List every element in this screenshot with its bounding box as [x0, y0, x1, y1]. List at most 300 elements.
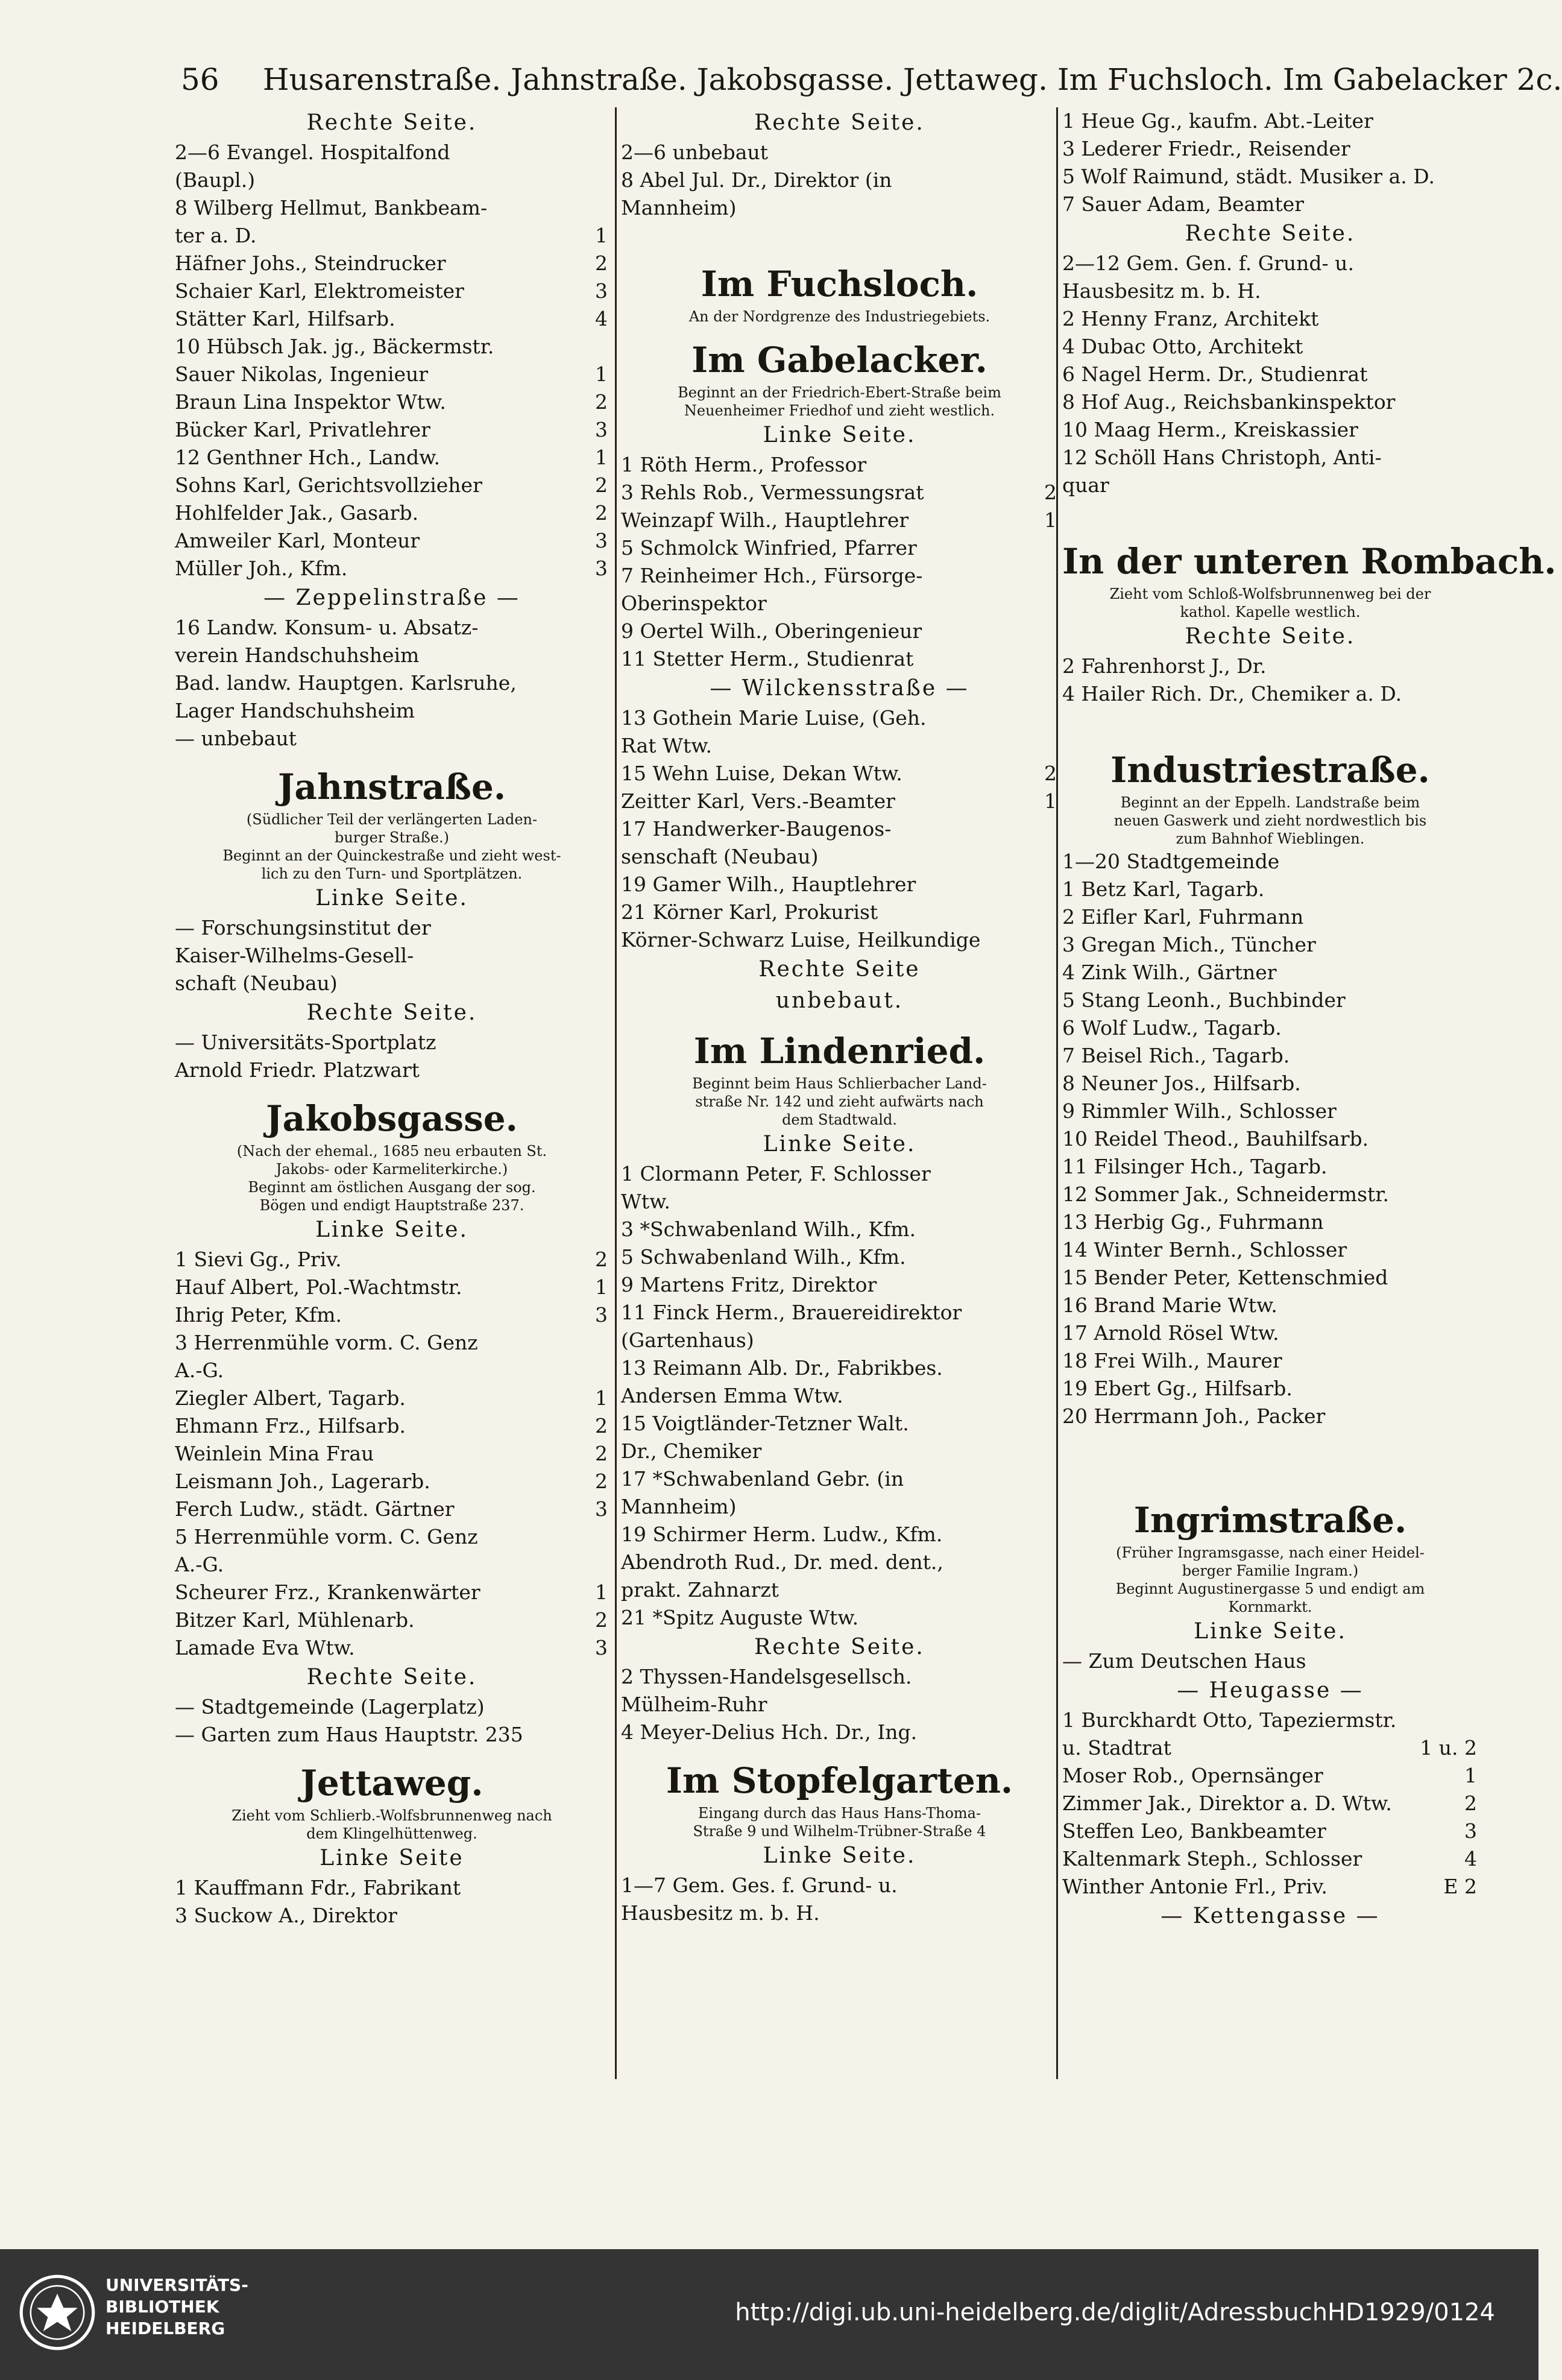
resident-entry — [1062, 1706, 1478, 1734]
entry-text: A.-G. — [175, 1553, 224, 1576]
resident-entry — [175, 444, 609, 472]
resident-entry — [1062, 1264, 1478, 1292]
entry-text: 3 Lederer Friedr., Reisender — [1062, 137, 1350, 160]
entry-text: Moser Rob., Opernsänger — [1062, 1764, 1323, 1787]
resident-entry — [175, 361, 609, 388]
resident-entry — [1062, 361, 1478, 388]
resident-entry — [1062, 1873, 1478, 1901]
resident-entry — [1062, 1097, 1478, 1125]
resident-entry — [1062, 959, 1478, 986]
street-heading: Jettaweg. — [300, 1763, 483, 1804]
resident-entry — [175, 614, 609, 642]
resident-entry — [621, 1691, 1058, 1719]
resident-entry — [1062, 1236, 1478, 1264]
street-note: Kornmarkt. — [1228, 1599, 1312, 1615]
entry-text: schaft (Neubau) — [175, 971, 338, 995]
footer-bar — [0, 2249, 1538, 2380]
street-note: (Früher Ingramsgasse, nach einer Heidel- — [1116, 1544, 1425, 1561]
floor-number: 1 — [595, 224, 608, 247]
entry-text: Bad. landw. Hauptgen. Karlsruhe, — [175, 671, 517, 695]
entry-text: 12 Sommer Jak., Schneidermstr. — [1062, 1182, 1389, 1206]
column-right — [1062, 107, 1557, 1932]
entry-text: (Baupl.) — [175, 168, 256, 192]
resident-entry — [175, 1329, 609, 1357]
entry-text: Amweiler Karl, Monteur — [175, 529, 420, 552]
resident-entry — [175, 1357, 609, 1384]
resident-entry — [621, 1493, 1058, 1521]
entry-text: 1 Röth Herm., Professor — [621, 453, 867, 476]
entry-text: 13 Reimann Alb. Dr., Fabrikbes. — [621, 1356, 943, 1380]
resident-entry — [175, 1246, 609, 1274]
spacer — [1062, 1458, 1478, 1486]
resident-entry — [1062, 931, 1478, 959]
resident-entry — [175, 1440, 609, 1468]
resident-entry — [621, 194, 1058, 222]
entry-text: — Zum Deutschen Haus — [1062, 1649, 1306, 1673]
street-heading: Im Fuchsloch. — [701, 264, 978, 305]
street-note: Eingang durch das Haus Hans-Thoma- — [698, 1805, 981, 1822]
university-seal-icon — [18, 2273, 96, 2352]
entry-text: Mannheim) — [621, 196, 737, 219]
resident-entry — [1062, 444, 1478, 472]
entry-text: 8 Neuner Jos., Hilfsarb. — [1062, 1072, 1301, 1095]
resident-entry — [1062, 191, 1478, 218]
side-label: Rechte Seite. — [1185, 221, 1356, 246]
entry-text: Abendroth Rud., Dr. med. dent., — [621, 1550, 943, 1574]
resident-entry — [621, 815, 1058, 843]
resident-entry — [175, 499, 609, 527]
entry-text: Hohlfelder Jak., Gasarb. — [175, 501, 419, 525]
street-note: neuen Gaswerk und zieht nordwestlich bis — [1113, 812, 1427, 829]
entry-text: Körner-Schwarz Luise, Heilkundige — [621, 928, 981, 952]
entry-text: 10 Reidel Theod., Bauhilfsarb. — [1062, 1127, 1369, 1151]
resident-entry — [621, 1465, 1058, 1493]
side-label: Rechte Seite. — [754, 110, 925, 135]
floor-number: 3 — [595, 279, 608, 303]
entry-text: Weinlein Mina Frau — [175, 1442, 374, 1465]
column-left — [175, 107, 609, 1930]
spacer — [1062, 499, 1478, 527]
entry-text: 5 Schwabenland Wilh., Kfm. — [621, 1245, 906, 1269]
library-name: UNIVERSITÄTS- BIBLIOTHEK HEIDELBERG — [105, 2275, 248, 2338]
side-label: Linke Seite. — [763, 1132, 916, 1157]
street-heading: In der unteren Rombach. — [1062, 541, 1557, 582]
resident-entry — [1062, 333, 1478, 361]
entry-text: Sauer Nikolas, Ingenieur — [175, 362, 429, 386]
side-label: Rechte Seite. — [1185, 624, 1356, 649]
floor-number: 2 — [595, 1414, 608, 1438]
street-note: (Südlicher Teil der verlängerten Laden- — [246, 811, 538, 828]
floor-number: 3 — [595, 1497, 608, 1521]
resident-entry — [175, 1384, 609, 1412]
street-note: (Nach der ehemal., 1685 neu erbauten St. — [236, 1143, 547, 1160]
resident-entry — [1062, 1319, 1478, 1347]
entry-text: 8 Abel Jul. Dr., Direktor (in — [621, 168, 892, 192]
floor-number: 2 — [1464, 1791, 1477, 1815]
resident-entry — [621, 562, 1058, 590]
entry-text: Dr., Chemiker — [621, 1439, 762, 1463]
entry-text: 5 Herrenmühle vorm. C. Genz — [175, 1525, 478, 1548]
entry-text: Kaiser-Wilhelms-Gesell- — [175, 944, 414, 967]
side-label: Rechte Seite. — [306, 1000, 477, 1025]
resident-entry — [621, 507, 1058, 534]
resident-entry — [175, 1301, 609, 1329]
entry-text: 12 Schöll Hans Christoph, Anti- — [1062, 446, 1382, 469]
floor-number: 1 u. 2 — [1420, 1736, 1477, 1760]
side-label: Linke Seite — [320, 1846, 464, 1870]
entry-text: Oberinspektor — [621, 592, 767, 615]
floor-number: E 2 — [1443, 1875, 1477, 1898]
side-label: — Zeppelinstraße — — [263, 586, 520, 610]
resident-entry — [621, 1243, 1058, 1271]
resident-entry — [175, 1274, 609, 1301]
resident-entry — [175, 1468, 609, 1495]
entry-text: 17 *Schwabenland Gebr. (in — [621, 1467, 904, 1491]
entry-text: 1—7 Gem. Ges. f. Grund- u. — [621, 1873, 898, 1897]
resident-entry — [1062, 1790, 1478, 1817]
resident-entry — [621, 139, 1058, 166]
entry-text: 21 *Spitz Auguste Wtw. — [621, 1606, 859, 1629]
entry-text: 11 Filsinger Hch., Tagarb. — [1062, 1155, 1327, 1178]
entry-text: u. Stadtrat — [1062, 1736, 1171, 1760]
spacer — [1062, 708, 1478, 736]
resident-entry — [621, 1382, 1058, 1410]
street-note: kathol. Kapelle westlich. — [1180, 604, 1361, 620]
entry-text: 2 Thyssen-Handelsgesellsch. — [621, 1665, 912, 1688]
resident-entry — [175, 472, 609, 499]
side-label: Linke Seite. — [1194, 1619, 1347, 1644]
side-label: — Kettengasse — — [1160, 1904, 1380, 1928]
entry-text: 20 Herrmann Joh., Packer — [1062, 1404, 1326, 1428]
resident-entry — [621, 1872, 1058, 1899]
resident-entry — [1062, 1845, 1478, 1873]
entry-text: 13 Herbig Gg., Fuhrmann — [1062, 1210, 1324, 1234]
floor-number: 3 — [595, 1636, 608, 1659]
floor-number: 1 — [1044, 508, 1057, 532]
entry-text: 10 Maag Herm., Kreiskassier — [1062, 418, 1358, 441]
floor-number: 3 — [595, 557, 608, 580]
resident-entry — [175, 333, 609, 361]
side-label: Rechte Seite. — [306, 1665, 477, 1690]
resident-entry — [1062, 135, 1478, 163]
entry-text: 11 Finck Herm., Brauereidirektor — [621, 1301, 962, 1324]
page-header — [181, 55, 1562, 104]
entry-text: — Stadtgemeinde (Lagerplatz) — [175, 1695, 485, 1719]
resident-entry — [621, 1160, 1058, 1188]
resident-entry — [175, 166, 609, 194]
entry-text: 1 Heue Gg., kaufm. Abt.-Leiter — [1062, 109, 1373, 133]
entry-text: 2 Fahrenhorst J., Dr. — [1062, 654, 1267, 678]
resident-entry — [175, 527, 609, 555]
entry-text: Hausbesitz m. b. H. — [1062, 279, 1261, 303]
resident-entry — [1062, 1014, 1478, 1042]
entry-text: 9 Rimmler Wilh., Schlosser — [1062, 1099, 1337, 1123]
entry-text: Kaltenmark Steph., Schlosser — [1062, 1847, 1362, 1870]
street-note: Jakobs- oder Karmeliterkirche.) — [276, 1161, 508, 1178]
floor-number: 1 — [595, 1580, 608, 1604]
resident-entry — [1062, 1375, 1478, 1403]
side-label: Rechte Seite. — [306, 110, 477, 135]
entry-text: Zeitter Karl, Vers.-Beamter — [621, 789, 895, 813]
floor-number: 2 — [595, 1608, 608, 1632]
floor-number: 2 — [595, 1248, 608, 1271]
entry-text: 17 Handwerker-Baugenos- — [621, 817, 892, 841]
resident-entry — [175, 914, 609, 942]
resident-entry — [621, 617, 1058, 645]
page-number: 56 — [181, 62, 219, 97]
resident-entry — [175, 139, 609, 166]
entry-text: 3 Suckow A., Direktor — [175, 1904, 397, 1927]
resident-entry — [175, 1606, 609, 1634]
resident-entry — [1062, 107, 1478, 135]
resident-entry — [1062, 1125, 1478, 1153]
entry-text: 5 Stang Leonh., Buchbinder — [1062, 988, 1346, 1012]
resident-entry — [1062, 1734, 1478, 1762]
resident-entry — [175, 250, 609, 277]
entry-text: (Gartenhaus) — [621, 1328, 754, 1352]
floor-number: 3 — [595, 529, 608, 552]
resident-entry — [175, 1579, 609, 1606]
resident-entry — [621, 1188, 1058, 1216]
street-note: An der Nordgrenze des Industriegebiets. — [688, 308, 990, 325]
entry-text: — Forschungsinstitut der — [175, 916, 431, 939]
entry-text: 1—20 Stadtgemeinde — [1062, 850, 1280, 873]
resident-entry — [1062, 277, 1478, 305]
resident-entry — [621, 1663, 1058, 1691]
entry-text: 1 Kauffmann Fdr., Fabrikant — [175, 1876, 461, 1899]
entry-text: 12 Genthner Hch., Landw. — [175, 446, 440, 469]
resident-entry — [175, 642, 609, 669]
resident-entry — [621, 1548, 1058, 1576]
resident-entry — [1062, 1762, 1478, 1790]
entry-text: Ferch Ludw., städt. Gärtner — [175, 1497, 455, 1521]
street-note: Beginnt am östlichen Ausgang der sog. — [248, 1179, 536, 1196]
street-note: berger Familie Ingram.) — [1182, 1562, 1359, 1579]
floor-number: 1 — [1044, 789, 1057, 813]
resident-entry — [621, 1719, 1058, 1746]
resident-entry — [175, 1902, 609, 1930]
entry-text: 8 Wilberg Hellmut, Bankbeam- — [175, 196, 488, 219]
entry-text: Winther Antonie Frl., Priv. — [1062, 1875, 1327, 1898]
entry-text: 1 Betz Karl, Tagarb. — [1062, 877, 1265, 901]
entry-text: Arnold Friedr. Platzwart — [175, 1058, 420, 1082]
resident-entry — [621, 451, 1058, 479]
floor-number: 2 — [595, 1469, 608, 1493]
entry-text: Scheurer Frz., Krankenwärter — [175, 1580, 480, 1604]
resident-entry — [621, 1327, 1058, 1354]
resident-entry — [621, 871, 1058, 898]
source-url-link[interactable]: http://digi.ub.uni-heidelberg.de/diglit/AdressbuchHD1929/0124 — [735, 2299, 1495, 2326]
resident-entry — [175, 1523, 609, 1551]
resident-entry — [175, 1693, 609, 1721]
resident-entry — [621, 1438, 1058, 1465]
floor-number: 1 — [595, 362, 608, 386]
page-title: Husarenstraße. Jahnstraße. Jakobsgasse. Jettaweg. Im Fuchsloch. Im Gabelacker 2c. — [262, 62, 1562, 97]
entry-text: 13 Gothein Marie Luise, (Geh. — [621, 706, 927, 730]
entry-text: prakt. Zahnarzt — [621, 1578, 779, 1602]
street-note: Neuenheimer Friedhof und zieht westlich. — [684, 402, 995, 419]
entry-text: 2—6 unbebaut — [621, 140, 768, 164]
entry-text: 4 Dubac Otto, Architekt — [1062, 335, 1303, 358]
entry-text: 4 Zink Wilh., Gärtner — [1062, 961, 1277, 984]
column-middle — [621, 107, 1058, 1927]
entry-text: A.-G. — [175, 1359, 224, 1382]
resident-entry — [621, 788, 1058, 815]
entry-text: Mannheim) — [621, 1495, 737, 1518]
entry-text: 14 Winter Bernh., Schlosser — [1062, 1238, 1347, 1261]
entry-text: 19 Ebert Gg., Hilfsarb. — [1062, 1377, 1293, 1400]
resident-entry — [621, 1271, 1058, 1299]
resident-entry — [1062, 416, 1478, 444]
entry-text: 8 Hof Aug., Reichsbankinspektor — [1062, 390, 1396, 414]
resident-entry — [175, 555, 609, 582]
resident-entry — [1062, 388, 1478, 416]
side-label: unbebaut. — [775, 988, 904, 1013]
resident-entry — [1062, 1817, 1478, 1845]
resident-entry — [1062, 163, 1478, 191]
resident-entry — [621, 166, 1058, 194]
resident-entry — [621, 1354, 1058, 1382]
resident-entry — [175, 1412, 609, 1440]
resident-entry — [1062, 1208, 1478, 1236]
entry-text: Ehmann Frz., Hilfsarb. — [175, 1414, 406, 1438]
street-note: straße Nr. 142 und zieht aufwärts nach — [695, 1093, 984, 1110]
entry-text: 15 Voigtländer-Tetzner Walt. — [621, 1412, 909, 1435]
floor-number: 2 — [595, 390, 608, 414]
resident-entry — [621, 1299, 1058, 1327]
entry-text: 6 Wolf Ludw., Tagarb. — [1062, 1016, 1282, 1040]
entry-text: 2—12 Gem. Gen. f. Grund- u. — [1062, 251, 1354, 275]
resident-entry — [175, 697, 609, 725]
entry-text: quar — [1062, 473, 1109, 497]
street-heading: Jahnstraße. — [277, 766, 506, 807]
resident-entry — [1062, 1403, 1478, 1430]
floor-number: 2 — [595, 501, 608, 525]
entry-text: Häfner Johs., Steindrucker — [175, 251, 446, 275]
entry-text: 1 Clormann Peter, F. Schlosser — [621, 1162, 931, 1185]
entry-text: Sohns Karl, Gerichtsvollzieher — [175, 473, 482, 497]
entry-text: ter a. D. — [175, 224, 257, 247]
floor-number: 1 — [595, 1386, 608, 1410]
entry-text: 2 Eifler Karl, Fuhrmann — [1062, 905, 1304, 929]
street-heading: Im Gabelacker. — [691, 339, 987, 380]
entry-text: 15 Bender Peter, Kettenschmied — [1062, 1266, 1388, 1289]
entry-text: Bitzer Karl, Mühlenarb. — [175, 1608, 415, 1632]
resident-entry — [1062, 1292, 1478, 1319]
resident-entry — [1062, 1070, 1478, 1097]
resident-entry — [1062, 848, 1478, 876]
street-heading: Ingrimstraße. — [1133, 1500, 1407, 1541]
entry-text: 10 Hübsch Jak. jg., Bäckermstr. — [175, 335, 494, 358]
resident-entry — [621, 926, 1058, 954]
entry-text: Weinzapf Wilh., Hauptlehrer — [621, 508, 909, 532]
resident-entry — [1062, 903, 1478, 931]
side-label: — Wilckensstraße — — [710, 676, 969, 701]
entry-text: 2 Henny Franz, Architekt — [1062, 307, 1319, 330]
entry-text: 3 Rehls Rob., Vermessungsrat — [621, 481, 924, 504]
entry-text: 9 Martens Fritz, Direktor — [621, 1273, 877, 1296]
entry-text: 11 Stetter Herm., Studienrat — [621, 647, 914, 671]
entry-text: 6 Nagel Herm. Dr., Studienrat — [1062, 362, 1368, 386]
resident-entry — [621, 1216, 1058, 1243]
entry-text: 19 Schirmer Herm. Ludw., Kfm. — [621, 1523, 943, 1546]
floor-number: 2 — [595, 1442, 608, 1465]
entry-text: 15 Wehn Luise, Dekan Wtw. — [621, 762, 902, 785]
resident-entry — [1062, 1181, 1478, 1208]
resident-entry — [621, 645, 1058, 673]
entry-text: 7 Sauer Adam, Beamter — [1062, 192, 1305, 216]
side-label: Linke Seite. — [315, 886, 468, 911]
street-note: Beginnt an der Eppelh. Landstraße beim — [1120, 794, 1420, 811]
entry-text: Andersen Emma Wtw. — [621, 1384, 843, 1407]
resident-entry — [1062, 1042, 1478, 1070]
resident-entry — [175, 669, 609, 697]
street-note: Zieht vom Schlierb.-Wolfsbrunnenweg nach — [231, 1807, 552, 1824]
entry-text: Braun Lina Inspektor Wtw. — [175, 390, 446, 414]
resident-entry — [175, 1874, 609, 1902]
entry-text: Mülheim-Ruhr — [621, 1693, 767, 1716]
entry-text: Bücker Karl, Privatlehrer — [175, 418, 430, 441]
street-heading: Im Stopfelgarten. — [666, 1760, 1013, 1801]
resident-entry — [621, 1521, 1058, 1548]
column-divider — [615, 107, 617, 2079]
floor-number: 2 — [1044, 481, 1057, 504]
resident-entry — [175, 725, 609, 753]
entry-text: — Universitäts-Sportplatz — [175, 1031, 436, 1054]
resident-entry — [1062, 472, 1478, 499]
resident-entry — [175, 194, 609, 222]
entry-text: 7 Reinheimer Hch., Fürsorge- — [621, 564, 923, 587]
spacer — [621, 222, 1058, 250]
resident-entry — [175, 1056, 609, 1084]
resident-entry — [621, 1410, 1058, 1438]
entry-text: 4 Hailer Rich. Dr., Chemiker a. D. — [1062, 682, 1402, 705]
entry-text: 3 Gregan Mich., Tüncher — [1062, 933, 1316, 956]
entry-text: Schaier Karl, Elektromeister — [175, 279, 464, 303]
entry-text: 16 Landw. Konsum- u. Absatz- — [175, 616, 479, 639]
street-note: dem Stadtwald. — [782, 1111, 897, 1128]
resident-entry — [175, 416, 609, 444]
side-label: Rechte Seite — [758, 957, 921, 982]
street-note: Straße 9 und Wilhelm-Trübner-Straße 4 — [693, 1823, 986, 1840]
resident-entry — [175, 970, 609, 997]
resident-entry — [1062, 876, 1478, 903]
resident-entry — [1062, 680, 1478, 708]
floor-number: 3 — [1464, 1819, 1477, 1843]
entry-text: 7 Beisel Rich., Tagarb. — [1062, 1044, 1290, 1067]
side-label: Linke Seite. — [763, 1843, 916, 1868]
entry-text: Müller Joh., Kfm. — [175, 557, 348, 580]
entry-text: — Garten zum Haus Hauptstr. 235 — [175, 1723, 523, 1746]
entry-text: 17 Arnold Rösel Wtw. — [1062, 1321, 1279, 1345]
floor-number: 1 — [1464, 1764, 1477, 1787]
entry-text: senschaft (Neubau) — [621, 845, 819, 868]
street-note: Beginnt an der Quinckestraße und zieht west- — [222, 847, 561, 864]
entry-text: 5 Schmolck Winfried, Pfarrer — [621, 536, 917, 560]
spacer — [1062, 1430, 1478, 1458]
resident-entry — [175, 388, 609, 416]
floor-number: 4 — [1464, 1847, 1477, 1870]
street-note: Zieht vom Schloß-Wolfsbrunnenweg bei der — [1109, 586, 1431, 602]
street-note: Beginnt an der Friedrich-Ebert-Straße beim — [678, 384, 1001, 401]
resident-entry — [621, 1899, 1058, 1927]
floor-number: 2 — [595, 473, 608, 497]
entry-text: Stätter Karl, Hilfsarb. — [175, 307, 395, 330]
resident-entry — [175, 1721, 609, 1749]
street-note: Beginnt beim Haus Schlierbacher Land- — [692, 1075, 987, 1092]
street-note: Bögen und endigt Hauptstraße 237. — [259, 1197, 524, 1214]
resident-entry — [1062, 986, 1478, 1014]
